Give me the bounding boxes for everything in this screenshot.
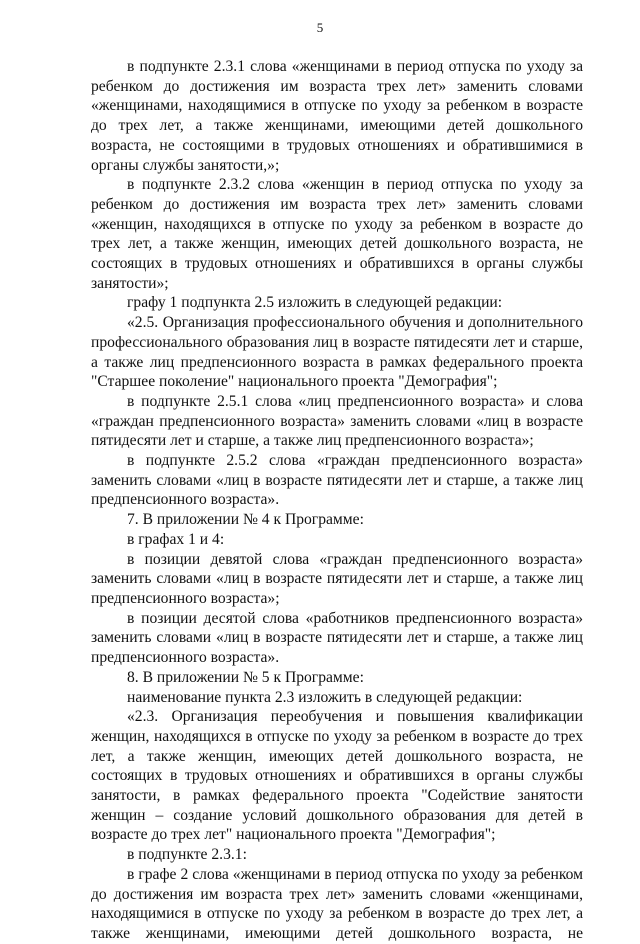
- paragraph-position-nine: в позиции девятой слова «граждан предпенсионного возраста» заменить словами «лиц в возрасте пятидесяти лет и старше, а также лиц предпенсионного возраста»;: [91, 550, 583, 607]
- paragraph-2-3-1-amendment: в подпункте 2.3.1 слова «женщинами в период отпуска по уходу за ребенком до достижения им возраста трех лет» заменить словами «женщинами, находящимися в отпуске по уходу за ребенком в возрасте до трех лет, а также женщинами, имеющими детей дошкольного возраста, не состоящими в трудовых отношениях и обратившимися в органы службы занятости,»;: [91, 58, 583, 174]
- paragraph-column-2-amendment: в графе 2 слова «женщинами в период отпуска по уходу за ребенком до достижения им возраста трех лет» заменить словами «женщинами, находящимися в отпуске по уходу за ребенком в возрасте до трех лет, а также женщинами, имеющими детей дошкольного возраста, не: [91, 865, 583, 942]
- page-number: 5: [316, 20, 324, 35]
- paragraph-2-3-title-intro: наименование пункта 2.3 изложить в следующей редакции:: [127, 688, 523, 706]
- paragraph-2-3-new-wording: «2.3. Организация переобучения и повышения квалификации женщин, находящихся в отпуске по уходу за ребенком в возрасте до трех лет, а также женщин, имеющих детей дошкольного возраста, не состоящих в трудовых отношениях и обратившихся в органы службы занятости, в рамках федерального проекта "Содействие занятости женщин – создание условий дошкольного образования для детей в возрасте до трех лет" национального проекта "Демография";: [91, 708, 583, 844]
- paragraph-position-ten: в позиции десятой слова «работников предпенсионного возраста» заменить словами «лиц в возрасте пятидесяти лет и старше, а также лиц предпенсионного возраста».: [91, 609, 583, 667]
- paragraph-columns-1-4: в графах 1 и 4:: [127, 530, 225, 548]
- paragraph-2-3-2-amendment: в подпункте 2.3.2 слова «женщин в период отпуска по уходу за ребенком до достижения им возраста трех лет» заменить словами «женщин, находящихся в отпуске по уходу за ребенком в возрасте до трех лет, а также женщин, имеющих детей дошкольного возраста, не состоящих в трудовых отношениях и обратившихся в органы службы занятости»;: [91, 176, 583, 292]
- paragraph-appendix-4-heading: 7. В приложении № 4 к Программе:: [127, 511, 364, 529]
- paragraph-appendix-5-heading: 8. В приложении № 5 к Программе:: [127, 668, 364, 686]
- document-body: [91, 57, 583, 944]
- paragraph-2-5-2-amendment: в подпункте 2.5.2 слова «граждан предпенсионного возраста» заменить словами «лиц в возрасте пятидесяти лет и старше, а также лиц предпенсионного возраста».: [91, 452, 583, 509]
- paragraph-2-3-1-heading: в подпункте 2.3.1:: [127, 846, 247, 864]
- paragraph-2-5-new-wording: «2.5. Организация профессионального обучения и дополнительного профессионального образования лиц в возрасте пятидесяти лет и старше, а также лиц предпенсионного возраста в рамках федерального проекта "Старшее поколение" национального проекта "Демография";: [91, 314, 583, 391]
- paragraph-column-1-2-5-intro: графу 1 подпункта 2.5 изложить в следующей редакции:: [127, 294, 503, 312]
- paragraph-2-5-1-amendment: в подпункте 2.5.1 слова «лиц предпенсионного возраста» и слова «граждан предпенсионного возраста» заменить словами «лиц в возрасте пятидесяти лет и старше, а также лиц предпенсионного возраста»;: [91, 392, 583, 450]
